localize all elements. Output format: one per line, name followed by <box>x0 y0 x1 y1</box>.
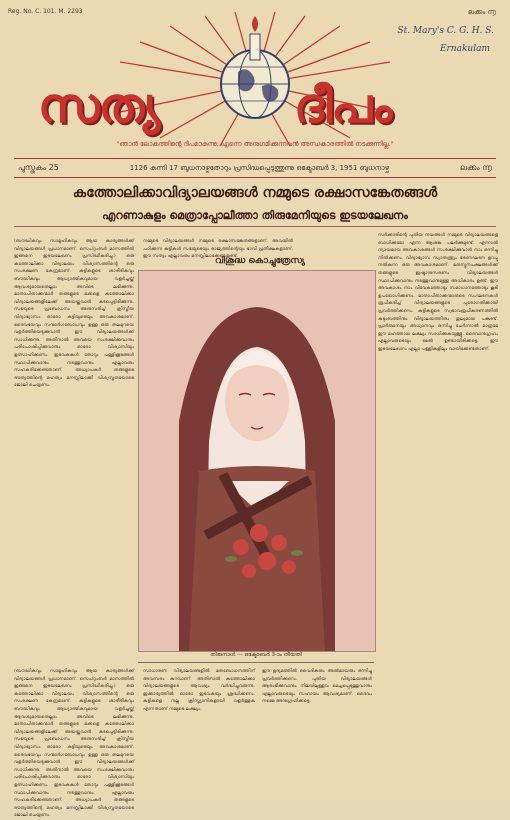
article-column-left: (ബൗദ്ധികവും സാമൂഹികവും ആയ കാര്യങ്ങൾക്ക് വിദ്യാലയങ്ങൾ പ്രധാനമാണ്. സെപ്റ്റംബർ മാസത്തിൽ ഇങ്ങനെ ഇടയലേഖനം പ്രസിദ്ധീകരിച്ചു.) ഒരു കത്തോലിക്കാ വിദ്യാലയം വിശ്വാസത്തിന്റെ ഒരു സംരക്ഷണ കേന്ദ്രമാണ്. കുട്ടികളുടെ ശാരീരികവും ബൗദ്ധികവും ആധ്യാത്മികവുമായ വളർച്ചയ്ക്ക് ആവശ്യമായതെല്ലാം അവിടെ ലഭിക്കുന്നു. മാതാപിതാക്കന്മാർ തങ്ങളുടെ മക്കളെ കത്തോലിക്കാ വിദ്യാലയങ്ങളിലേക്ക് അയയ്ക്കുവാൻ കടപ്പെട്ടിരിക്കുന്നു. സഭയുടെ പ്രബോധനം അനുസരിച്ച് ക്രിസ്തീയ വിദ്യാഭ്യാസം ഓരോ കുട്ടിയുടെയും അവകാശമാണ്. ദൈവഭയവും സന്മാർഗബോധവും ഉള്ള ഒരു തലമുറയെ വളർത്തിയെടുക്കുവാൻ ഈ വിദ്യാലയങ്ങൾക്ക് സാധിക്കുന്നു. അതിനാൽ അവയെ സംരക്ഷിക്കുവാനും പരിപോഷിപ്പിക്കുവാനും ഓരോ വിശ്വാസിയും ഉത്സാഹിക്കണം. ഇടവകകൾ തോറും പള്ളിക്കൂടങ്ങൾ സ്ഥാപിക്കുവാനും നടത്തുവാനും എല്ലാവരും സഹകരിക്കേണ്ടതാണ്. അധ്യാപകർ തങ്ങളുടെ ദൗത്യത്തിന്റെ മഹത്വം മനസ്സിലാക്കി വിശ്വസ്തതയോടെ ജോലി ചെയ്യണം. <box>14 239 134 389</box>
portrait-caption: തിരുനാൾ — ഒക്ടോബർ 3-ാം തീയതി <box>210 652 302 658</box>
masthead-motto: "ഞാൻ ലോകത്തിന്റെ ദീപമാകുന്നു; എന്നെ അനുഗമിക്കുന്നവൻ അന്ധകാരത്തിൽ നടക്കുന്നില്ല." <box>116 140 394 148</box>
portrait-illustration <box>139 271 375 651</box>
article-column-mid-bottom-1: സാധാരണ വിദ്യാലയങ്ങളിൽ മതബോധനത്തിന് അവസരം കുറവാണ്. അതിനാൽ കത്തോലിക്കാ വിദ്യാലയങ്ങളുടെ ആവശ്യം വർദ്ധിച്ചുവരുന്നു. ഇക്കാര്യത്തിൽ ഓരോ ഇടവകയും ശ്രദ്ധിക്കണം. കുട്ടികളെ നല്ല ക്രിസ്ത്യാനികളായി വളർത്തുക എന്നതാണ് നമ്മുടെ ലക്ഷ്യം. <box>143 669 255 712</box>
article-column-right: സർക്കാരിന്റെ പുതിയ നയങ്ങൾ നമ്മുടെ വിദ്യാലയങ്ങളെ ബാധിക്കുമോ എന്ന ആശങ്ക പലർക്കുമുണ്ട്. എന്നാൽ ന്യായമായ അവകാശങ്ങൾ സംരക്ഷിക്കുവാൻ നാം ഒന്നിച്ചു നിൽക്കണം. വിദ്യാഭ്യാസ സ്വാതന്ത്ര്യം ഭരണഘടന ഉറപ്പു നൽകുന്ന ഒരു അവകാശമാണ്. മതന്യൂനപക്ഷങ്ങൾക്ക് തങ്ങളുടെ ഇഷ്ടാനുസരണം വിദ്യാലയങ്ങൾ സ്ഥാപിക്കുവാനും നടത്തുവാനുമുള്ള അധികാരം ഉണ്ട്. ഈ അവകാശം നാം വിവേകത്തോടും സമാധാനത്തോടും കൂടി ഉപയോഗിക്കണം. മാതാപിതാക്കന്മാരുടെ സംഘടനകൾ രൂപീകരിച്ച് വിദ്യാലയങ്ങളുടെ പുരോഗതിക്കായി പ്രവർത്തിക്കണം. കുട്ടികളുടെ സ്വഭാവരൂപീകരണത്തിൽ കുടുംബത്തിനും വിദ്യാലയത്തിനും തുല്യമായ പങ്കുണ്ട്. പ്രാർത്ഥനയും അധ്വാനവും ഒന്നിച്ചു ചേർന്നാൽ മാത്രമേ ഈ മഹത്തായ ലക്ഷ്യം സാധിക്കുകയുള്ളൂ. ദൈവാനുഗ്രഹം എല്ലാവരുടെയും മേൽ ഉണ്ടായിരിക്കട്ടെ. ഈ ഇടയലേഖനം എല്ലാ പള്ളികളിലും വായിക്കേണ്ടതാണ്. <box>378 233 498 352</box>
article-column-left-bottom: (ബൗദ്ധികവും സാമൂഹികവും ആയ കാര്യങ്ങൾക്ക് വിദ്യാലയങ്ങൾ പ്രധാനമാണ്. സെപ്റ്റംബർ മാസത്തിൽ ഇങ്ങനെ ഇടയലേഖനം പ്രസിദ്ധീകരിച്ചു.) ഒരു കത്തോലിക്കാ വിദ്യാലയം വിശ്വാസത്തിന്റെ ഒരു സംരക്ഷണ കേന്ദ്രമാണ്. കുട്ടികളുടെ ശാരീരികവും ബൗദ്ധികവും ആധ്യാത്മികവുമായ വളർച്ചയ്ക്ക് ആവശ്യമായതെല്ലാം അവിടെ ലഭിക്കുന്നു. മാതാപിതാക്കന്മാർ തങ്ങളുടെ മക്കളെ കത്തോലിക്കാ വിദ്യാലയങ്ങളിലേക്ക് അയയ്ക്കുവാൻ കടപ്പെട്ടിരിക്കുന്നു. സഭയുടെ പ്രബോധനം അനുസരിച്ച് ക്രിസ്തീയ വിദ്യാഭ്യാസം ഓരോ കുട്ടിയുടെയും അവകാശമാണ്. ദൈവഭയവും സന്മാർഗബോധവും ഉള്ള ഒരു തലമുറയെ വളർത്തിയെടുക്കുവാൻ ഈ വിദ്യാലയങ്ങൾക്ക് സാധിക്കുന്നു. അതിനാൽ അവയെ സംരക്ഷിക്കുവാനും പരിപോഷിപ്പിക്കുവാനും ഓരോ വിശ്വാസിയും ഉത്സാഹിക്കണം. ഇടവകകൾ തോറും പള്ളിക്കൂടങ്ങൾ സ്ഥാപിക്കുവാനും നടത്തുവാനും എല്ലാവരും സഹകരിക്കേണ്ടതാണ്. അധ്യാപകർ തങ്ങളുടെ ദൗത്യത്തിന്റെ മഹത്വം മനസ്സിലാക്കി വിശ്വസ്തതയോടെ ജോലി ചെയ്യണം. <box>14 669 134 819</box>
sub-headline: എറണാകുളം മെത്രാപ്പോലീത്താ തിരുമേനിയുടെ ഇടയലേഖനം <box>102 209 408 222</box>
volume-label: പുസ്തകം 25 <box>18 163 59 172</box>
saint-portrait-image <box>138 270 376 652</box>
top-issue-label: ലക്കം ൬ <box>468 8 496 16</box>
feature-title: വിശുദ്ധ കൊച്ചുത്രേസ്യ <box>215 256 305 266</box>
masthead-title-left: സത്യ <box>38 78 160 134</box>
main-headline: കത്തോലിക്കാവിദ്യാലയങ്ങൾ നമ്മുടെ രക്ഷാസങ്കേതങ്ങൾ <box>72 185 438 201</box>
article-column-top-mid: നമ്മുടെ വിദ്യാലയങ്ങൾ നമ്മുടെ രക്ഷാസങ്കേതങ്ങളാണ്. അവയിൽ പഠിക്കുന്ന കുട്ടികൾ സഭയുടെയും രാജ്യത്തിന്റെയും ഭാവി പ്രതീക്ഷകളാണ്. ഈ സത്യം എല്ലാവരും മനസ്സിലാക്കേണ്ടതുണ്ട്. <box>143 239 293 260</box>
masthead-title-right: ദീപം <box>294 78 392 134</box>
handwritten-note-school: St. Mary's C. G. H. S. <box>397 26 494 36</box>
divider <box>138 662 374 663</box>
handwritten-note-place: Ernakulam <box>439 44 490 54</box>
candle-icon <box>250 16 260 60</box>
article-column-mid-bottom-2: ഈ ഉദ്യമത്തിൽ വൈദികരും അൽമായരും ഒന്നിച്ചു പ്രവർത്തിക്കണം. പുതിയ വിദ്യാലയങ്ങൾ ആരംഭിക്കുവാനും നിലവിലുള്ളവ മെച്ചപ്പെടുത്തുവാനും എല്ലാവരുടെയും സഹായം ആവശ്യമാണ്. ദൈവം നമ്മെ അനുഗ്രഹിക്കട്ടെ. <box>262 669 372 705</box>
divider <box>14 226 496 227</box>
article-column-right-end <box>378 792 498 798</box>
date-info: 1126 കന്നി 17 ബുധനാഴ്ചതോറും പ്രസിദ്ധപ്പെടുത്തുന്നു ഒക്ടോബർ 3, 1951 ബുധനാഴ്ച <box>129 163 390 172</box>
registration-number: Reg. No. C. 101. M. 2293 <box>8 8 83 15</box>
issue-number: ലക്കം ൬ <box>459 163 492 172</box>
issue-info-bar <box>14 158 496 178</box>
